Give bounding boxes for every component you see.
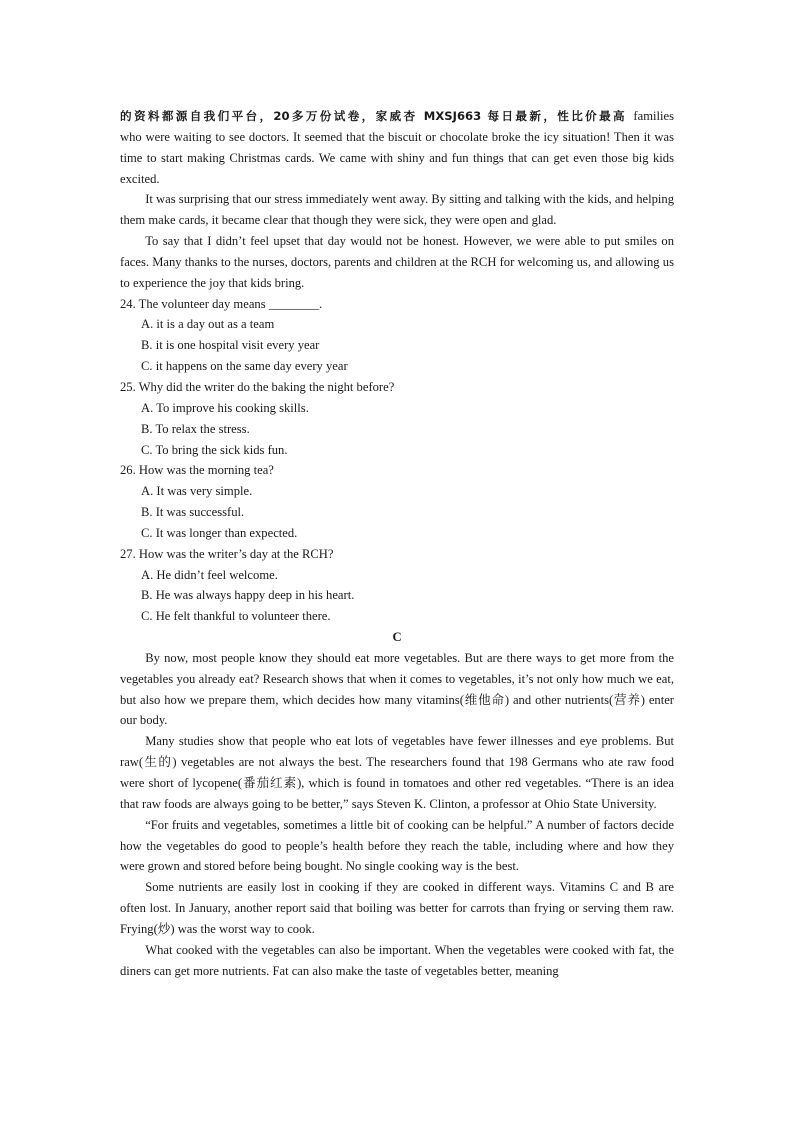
question-option: C. it happens on the same day every year — [141, 359, 348, 374]
question-option: A. it is a day out as a team — [141, 317, 275, 332]
question-option: A. It was very simple. — [141, 484, 253, 499]
question-option: C. To bring the sick kids fun. — [141, 442, 288, 457]
promo-banner-tail: families — [633, 109, 674, 123]
passage-c-paragraph: By now, most people know they should eat more vegetables. But are there ways to get more from the vegetables you already eat? Research shows that when it comes to vegetables, it’s not only how much we eat, but also how we prepare them, which decides how many vitamins(维他命) and other nutrients(营养) enter our body. — [120, 650, 674, 728]
passage-c-paragraph: What cooked with the vegetables can also be important. When the vegetables were cooked with fat, the diners can get more nutrients. Fat can also make the taste of vegetables better, meaning — [120, 942, 674, 978]
question-26 — [120, 460, 674, 543]
passage-c-paragraph: “For fruits and vegetables, sometimes a little bit of cooking can be helpful.” A number of factors decide how the vegetables do good to people’s health before they reach the table, including where and how they were grown and stored before being bought. No single cooking way is the best. — [120, 817, 674, 874]
question-stem: 25. Why did the writer do the baking the night before? — [120, 379, 395, 394]
question-option: A. He didn’t feel welcome. — [141, 567, 278, 582]
question-stem: 26. How was the morning tea? — [120, 463, 274, 478]
question-25 — [120, 377, 674, 460]
passage-b-paragraph: To say that I didn’t feel upset that day would not be honest. However, we were able to put smiles on faces. Many thanks to the nurses, doctors, parents and children at the RCH for welcoming us, and allowing us to experience the joy that kids bring. — [120, 234, 674, 290]
question-27 — [120, 544, 674, 627]
question-option: B. To relax the stress. — [141, 421, 250, 436]
section-heading: C — [392, 630, 402, 645]
question-stem: 24. The volunteer day means ________. — [120, 296, 323, 311]
document-page — [120, 106, 674, 981]
passage-b-paragraph: It was surprising that our stress immediately went away. By sitting and talking with the kids, and helping them make cards, it became clear that though they were sick, they were open and glad. — [120, 192, 674, 228]
passage-c-paragraph: Many studies show that people who eat lots of vegetables have fewer illnesses and eye problems. But raw(生的) vegetables are not always the best. The researchers found that 198 Germans who ate raw food were short of lycopene(番茄红素), which is found in tomatoes and other red vegetables. “There is an idea that raw foods are always going to be better,” says Steven K. Clinton, a professor at Ohio State University. — [120, 734, 674, 811]
question-option: B. He was always happy deep in his heart. — [141, 588, 355, 603]
passage-c-paragraph: Some nutrients are easily lost in cooking if they are cooked in different ways. Vitamins C and B are often lost. In January, another report said that boiling was better for carrots than frying or serving them raw. Frying(炒) was the worst way to cook. — [120, 880, 674, 936]
question-stem: 27. How was the writer’s day at the RCH? — [120, 546, 334, 561]
question-option: C. He felt thankful to volunteer there. — [141, 609, 331, 624]
question-option: A. To improve his cooking skills. — [141, 400, 309, 415]
question-option: C. It was longer than expected. — [141, 525, 298, 540]
question-option: B. it is one hospital visit every year — [141, 338, 320, 353]
promo-banner-text: 的资料都源自我们平台，20多万份试卷，家威杏 MXSJ663 每日最新，性比价最高 — [120, 109, 628, 123]
promo-banner — [120, 106, 674, 127]
question-option: B. It was successful. — [141, 505, 245, 520]
question-24 — [120, 294, 674, 377]
passage-b-paragraph: who were waiting to see doctors. It seemed that the biscuit or chocolate broke the icy situation! Then it was time to start making Christmas cards. We came with shiny and fun things that can get even those big kids excited. — [120, 129, 674, 186]
